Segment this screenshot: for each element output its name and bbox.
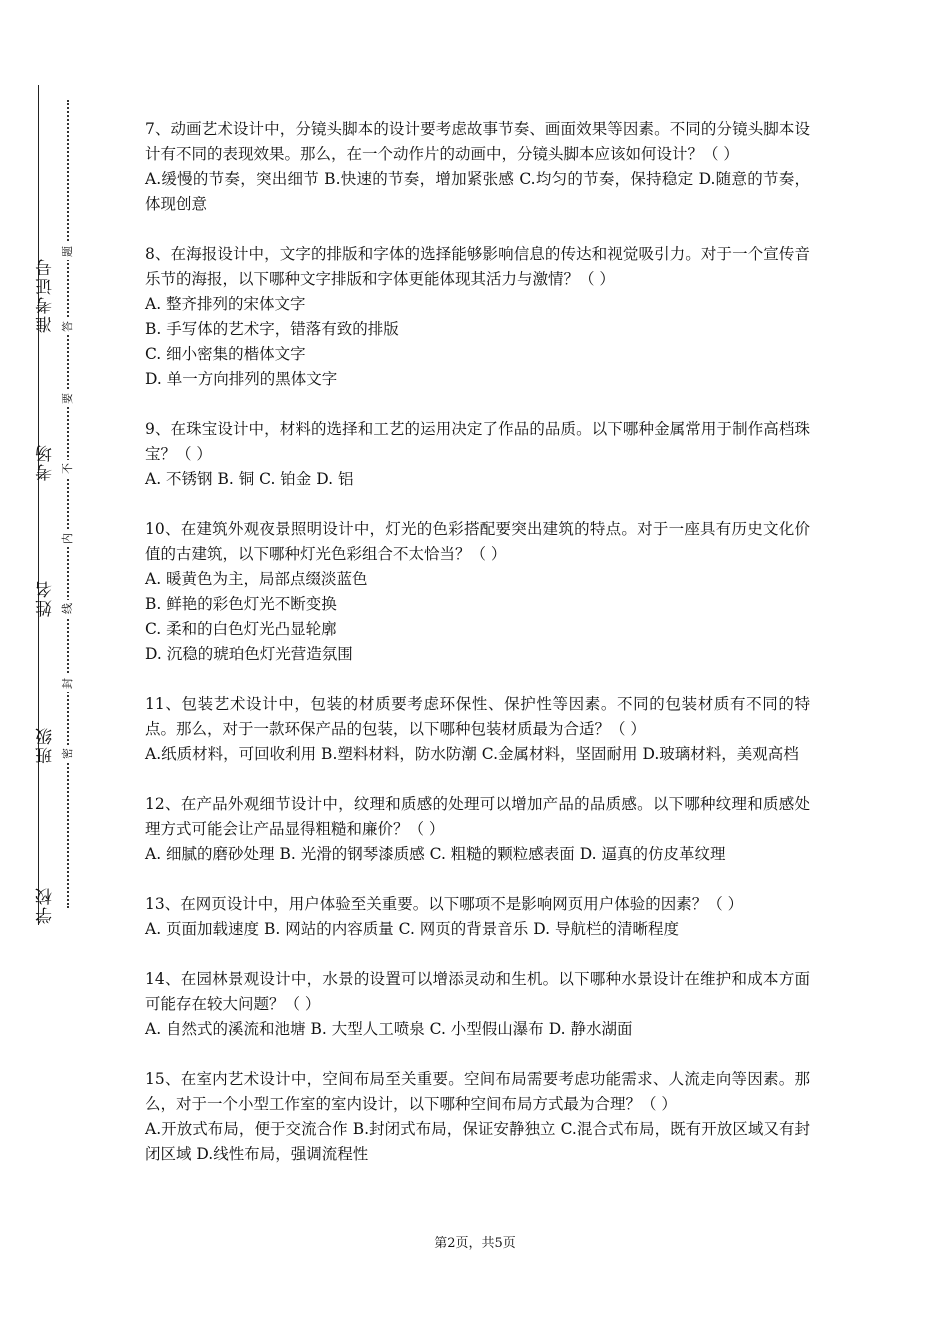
seal-dotted-line <box>67 100 69 908</box>
margin-field-label <box>18 726 58 764</box>
margin-field-label <box>18 443 58 481</box>
question-stem: 13、在网页设计中，用户体验至关重要。以下哪项不是影响网页用户体验的因素？（ ） <box>145 895 744 913</box>
question-block <box>145 1067 810 1167</box>
question-stem: 15、在室内艺术设计中，空间布局至关重要。空间布局需要考虑功能需求、人流走向等因素。那么，对于一个小型工作室的室内设计，以下哪种空间布局方式最为合理？（ ） <box>145 1070 810 1113</box>
question-block <box>145 967 810 1042</box>
seal-char-text: 密 <box>61 748 74 759</box>
question-block <box>145 517 810 667</box>
margin-field-text: 学校 <box>36 886 56 924</box>
seal-char <box>59 460 76 477</box>
page-footer: 第2页，共5页 <box>434 1236 516 1251</box>
question-stem: 11、包装艺术设计中，包装的材质要考虑环保性、保护性等因素。不同的包装材质有不同的特点。那么，对于一款环保产品的包装，以下哪种包装材质最为合适？（ ） <box>145 695 810 738</box>
seal-char-text: 题 <box>61 246 74 257</box>
seal-char <box>59 243 76 260</box>
question-block <box>145 792 810 867</box>
question-stem: 8、在海报设计中，文字的排版和字体的选择能够影响信息的传达和视觉吸引力。对于一个宣传音乐节的海报，以下哪种文字排版和字体更能体现其活力与激情？（ ） <box>145 245 810 288</box>
seal-char <box>59 745 76 762</box>
seal-char <box>59 318 76 335</box>
answer-option: A.缓慢的节奏，突出细节 B.快速的节奏，增加紧张感 C.均匀的节奏，保持稳定 D.随意的节奏，体现创意 <box>145 170 810 213</box>
answer-option: A. 暖黄色为主，局部点缀淡蓝色 <box>145 570 368 588</box>
question-list <box>145 117 810 1192</box>
answer-option: A. 细腻的磨砂处理 B. 光滑的钢琴漆质感 C. 粗糙的颗粒感表面 D. 逼真的仿皮革纹理 <box>145 845 726 863</box>
answer-option: A.纸质材料，可回收利用 B.塑料材料，防水防潮 C.金属材料，坚固耐用 D.玻璃材料，美观高档 <box>145 745 799 763</box>
question-stem: 7、动画艺术设计中，分镜头脚本的设计要考虑故事节奏、画面效果等因素。不同的分镜头脚本设计有不同的表现效果。那么，在一个动作片的动画中，分镜头脚本应该如何设计？（ ） <box>145 120 810 163</box>
answer-option: C. 柔和的白色灯光凸显轮廓 <box>145 620 337 638</box>
seal-char <box>59 675 76 692</box>
margin-field-text: 准考证号 <box>36 257 56 333</box>
margin-field-label <box>18 579 58 617</box>
question-block <box>145 892 810 942</box>
margin-field-label <box>18 886 58 924</box>
question-stem: 12、在产品外观细节设计中，纹理和质感的处理可以增加产品的品质感。以下哪种纹理和质感处理方式可能会让产品显得粗糙和廉价？（ ） <box>145 795 810 838</box>
answer-option: A.开放式布局，便于交流合作 B.封闭式布局，保证安静独立 C.混合式布局，既有开放区域又有封闭区域 D.线性布局，强调流程性 <box>145 1120 810 1163</box>
binding-solid-line <box>38 85 39 925</box>
margin-field-text: 班级 <box>36 726 56 764</box>
seal-char <box>59 530 76 547</box>
seal-char-text: 要 <box>61 393 74 404</box>
answer-option: A. 不锈钢 B. 铜 C. 铂金 D. 铝 <box>145 470 354 488</box>
question-stem: 10、在建筑外观夜景照明设计中，灯光的色彩搭配要突出建筑的特点。对于一座具有历史文化价值的古建筑，以下哪种灯光色彩组合不太恰当？（ ） <box>145 520 810 563</box>
answer-option: D. 沉稳的琥珀色灯光营造氛围 <box>145 645 353 663</box>
seal-char-text: 不 <box>61 463 74 474</box>
seal-char <box>59 600 76 617</box>
seal-char-text: 封 <box>61 678 74 689</box>
answer-option: B. 手写体的艺术字，错落有致的排版 <box>145 320 399 338</box>
question-block <box>145 692 810 767</box>
question-block <box>145 417 810 492</box>
answer-option: A. 整齐排列的宋体文字 <box>145 295 306 313</box>
seal-char-text: 线 <box>61 603 74 614</box>
margin-field-text: 考场 <box>36 443 56 481</box>
margin-field-label <box>18 257 58 333</box>
question-block <box>145 242 810 392</box>
question-block <box>145 117 810 217</box>
question-stem: 9、在珠宝设计中，材料的选择和工艺的运用决定了作品的品质。以下哪种金属常用于制作高档珠宝？（ ） <box>145 420 810 463</box>
question-stem: 14、在园林景观设计中，水景的设置可以增添灵动和生机。以下哪种水景设计在维护和成本方面可能存在较大问题？（ ） <box>145 970 810 1013</box>
answer-option: B. 鲜艳的彩色灯光不断变换 <box>145 595 337 613</box>
seal-char <box>59 390 76 407</box>
margin-field-text: 姓名 <box>36 579 56 617</box>
answer-option: A. 自然式的溪流和池塘 B. 大型人工喷泉 C. 小型假山瀑布 D. 静水湖面 <box>145 1020 633 1038</box>
answer-option: C. 细小密集的楷体文字 <box>145 345 306 363</box>
seal-char-text: 答 <box>61 321 74 332</box>
answer-option: D. 单一方向排列的黑体文字 <box>145 370 338 388</box>
answer-option: A. 页面加载速度 B. 网站的内容质量 C. 网页的背景音乐 D. 导航栏的清晰程度 <box>145 920 679 938</box>
seal-char-text: 内 <box>61 533 74 544</box>
